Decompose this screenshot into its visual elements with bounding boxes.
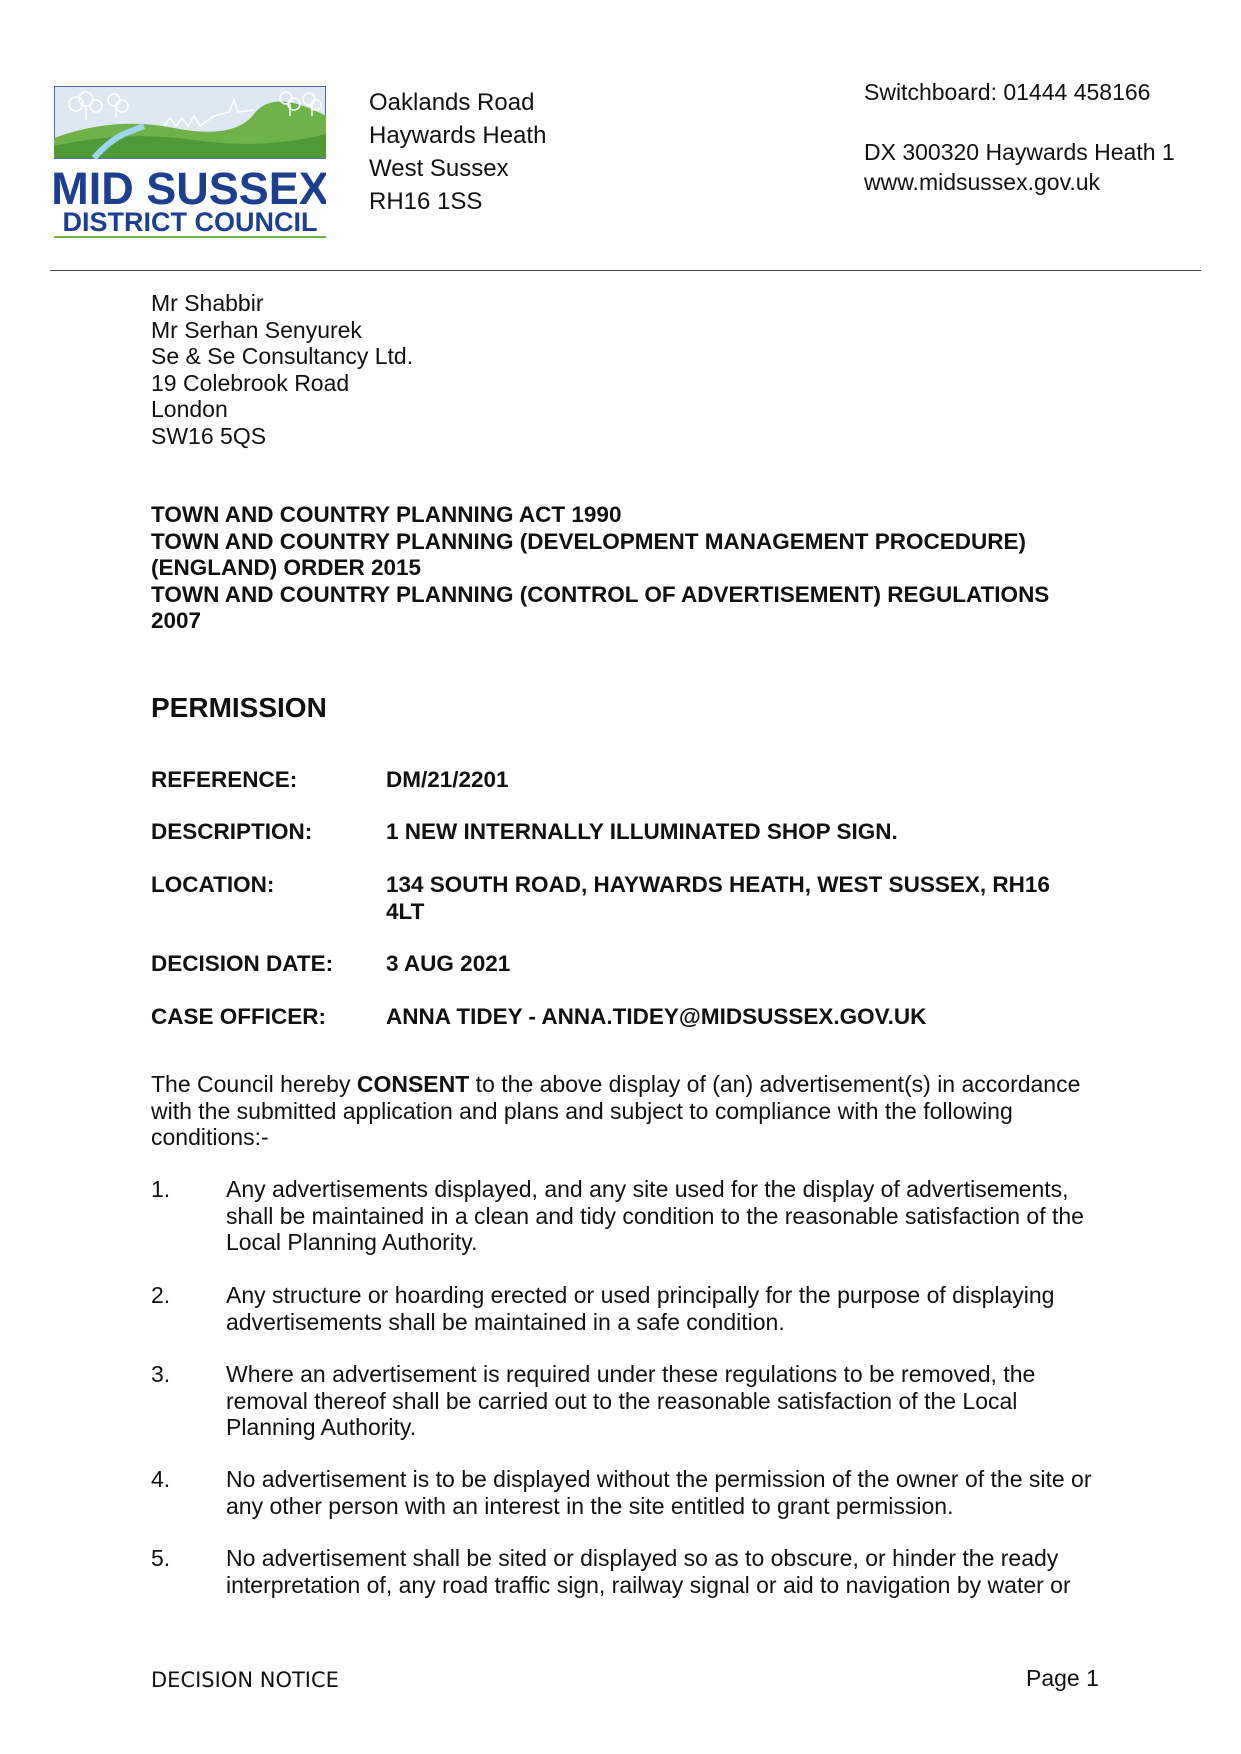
location-label: LOCATION:	[151, 872, 275, 897]
condition-text	[226, 1282, 1106, 1335]
consent-paragraph	[151, 1071, 1111, 1151]
condition-number: 4.	[151, 1466, 171, 1492]
act-line: TOWN AND COUNTRY PLANNING ACT 1990	[151, 502, 622, 527]
act-line: (ENGLAND) ORDER 2015	[151, 555, 422, 581]
condition-number: 1.	[151, 1176, 171, 1202]
council-address	[369, 86, 546, 218]
act-line: 2007	[151, 608, 202, 634]
recipient-line: 19 Colebrook Road	[151, 369, 350, 396]
address-line: Oaklands Road	[369, 89, 535, 116]
address-line: Haywards Heath	[369, 122, 547, 149]
condition-line: No advertisement is to be displayed without the permission of the owner of the site or	[226, 1466, 1092, 1492]
condition-line: advertisements shall be maintained in a safe condition.	[226, 1308, 785, 1335]
condition-line: Any advertisements displayed, and any site used for the display of advertisements,	[226, 1176, 1069, 1202]
case-officer-label: CASE OFFICER:	[151, 1004, 327, 1029]
location-line: 4LT	[386, 898, 425, 924]
condition-text	[226, 1466, 1106, 1519]
logo-name-line1: MID SUSSEX	[54, 163, 326, 214]
condition-number: 2.	[151, 1282, 171, 1308]
recipient-line: Mr Shabbir	[151, 290, 264, 316]
decision-date-label: DECISION DATE:	[151, 951, 334, 976]
council-contact	[864, 77, 1175, 197]
location-line: 134 SOUTH ROAD, HAYWARDS HEATH, WEST SUSSEX, RH16	[386, 872, 1050, 897]
address-line: RH16 1SS	[369, 188, 483, 215]
act-line: TOWN AND COUNTRY PLANNING (DEVELOPMENT MANAGEMENT PROCEDURE)	[151, 528, 1027, 554]
act-line: TOWN AND COUNTRY PLANNING (CONTROL OF ADVERTISEMENT) REGULATIONS	[151, 581, 1050, 607]
recipient-line: London	[151, 396, 228, 423]
reference-value: DM/21/2201	[386, 767, 509, 792]
condition-line: Planning Authority.	[226, 1414, 417, 1441]
case-officer-value: ANNA TIDEY - ANNA.TIDEY@MIDSUSSEX.GOV.UK	[386, 1004, 927, 1029]
intro-text: with the submitted application and plans and subject to compliance with the following	[151, 1097, 1013, 1124]
description-value: 1 NEW INTERNALLY ILLUMINATED SHOP SIGN.	[386, 819, 898, 844]
council-logo-graphic	[54, 86, 326, 238]
website-link[interactable]: www.midsussex.gov.uk	[864, 169, 1101, 195]
footer-label: DECISION NOTICE	[151, 1668, 339, 1692]
council-logo	[54, 86, 326, 238]
recipient-line: Mr Serhan Senyurek	[151, 316, 362, 343]
condition-text	[226, 1176, 1106, 1256]
condition-line: shall be maintained in a clean and tidy condition to the reasonable satisfaction of the	[226, 1202, 1084, 1229]
page-number: Page 1	[1026, 1665, 1099, 1691]
location-value	[386, 872, 1096, 925]
decision-date-value: 3 AUG 2021	[386, 951, 511, 976]
address-line: West Sussex	[369, 155, 509, 182]
condition-number: 3.	[151, 1361, 171, 1387]
condition-line: Any structure or hoarding erected or used principally for the purpose of displaying	[226, 1282, 1055, 1308]
intro-text: to the above display of (an) advertisement(s) in accordance	[469, 1071, 1081, 1097]
consent-keyword: CONSENT	[356, 1071, 470, 1097]
condition-line: removal thereof shall be carried out to the reasonable satisfaction of the Local	[226, 1387, 1018, 1414]
intro-text: The Council hereby	[151, 1071, 357, 1097]
condition-line: No advertisement shall be sited or displayed so as to obscure, or hinder the ready	[226, 1545, 1059, 1571]
recipient-line: Se & Se Consultancy Ltd.	[151, 343, 414, 370]
condition-text	[226, 1361, 1106, 1441]
condition-line: Where an advertisement is required under these regulations to be removed, the	[226, 1361, 1036, 1387]
condition-line: any other person with an interest in the site entitled to grant permission.	[226, 1492, 954, 1519]
condition-line: Local Planning Authority.	[226, 1229, 478, 1256]
switchboard: Switchboard: 01444 458166	[864, 79, 1151, 105]
logo-name-line2: DISTRICT COUNCIL	[62, 207, 318, 237]
condition-number: 5.	[151, 1545, 171, 1571]
recipient-address	[151, 290, 413, 450]
condition-line: interpretation of, any road traffic sign, railway signal or aid to navigation by water or	[226, 1571, 1071, 1598]
recipient-line: SW16 5QS	[151, 422, 267, 449]
header-divider	[50, 270, 1201, 271]
legislation-heading	[151, 502, 1111, 635]
dx-address: DX 300320 Haywards Heath 1	[864, 139, 1175, 165]
document-title: PERMISSION	[151, 692, 327, 723]
reference-label: REFERENCE:	[151, 767, 298, 792]
condition-text	[226, 1545, 1106, 1598]
description-label: DESCRIPTION:	[151, 819, 313, 844]
intro-text: conditions:-	[151, 1124, 269, 1151]
